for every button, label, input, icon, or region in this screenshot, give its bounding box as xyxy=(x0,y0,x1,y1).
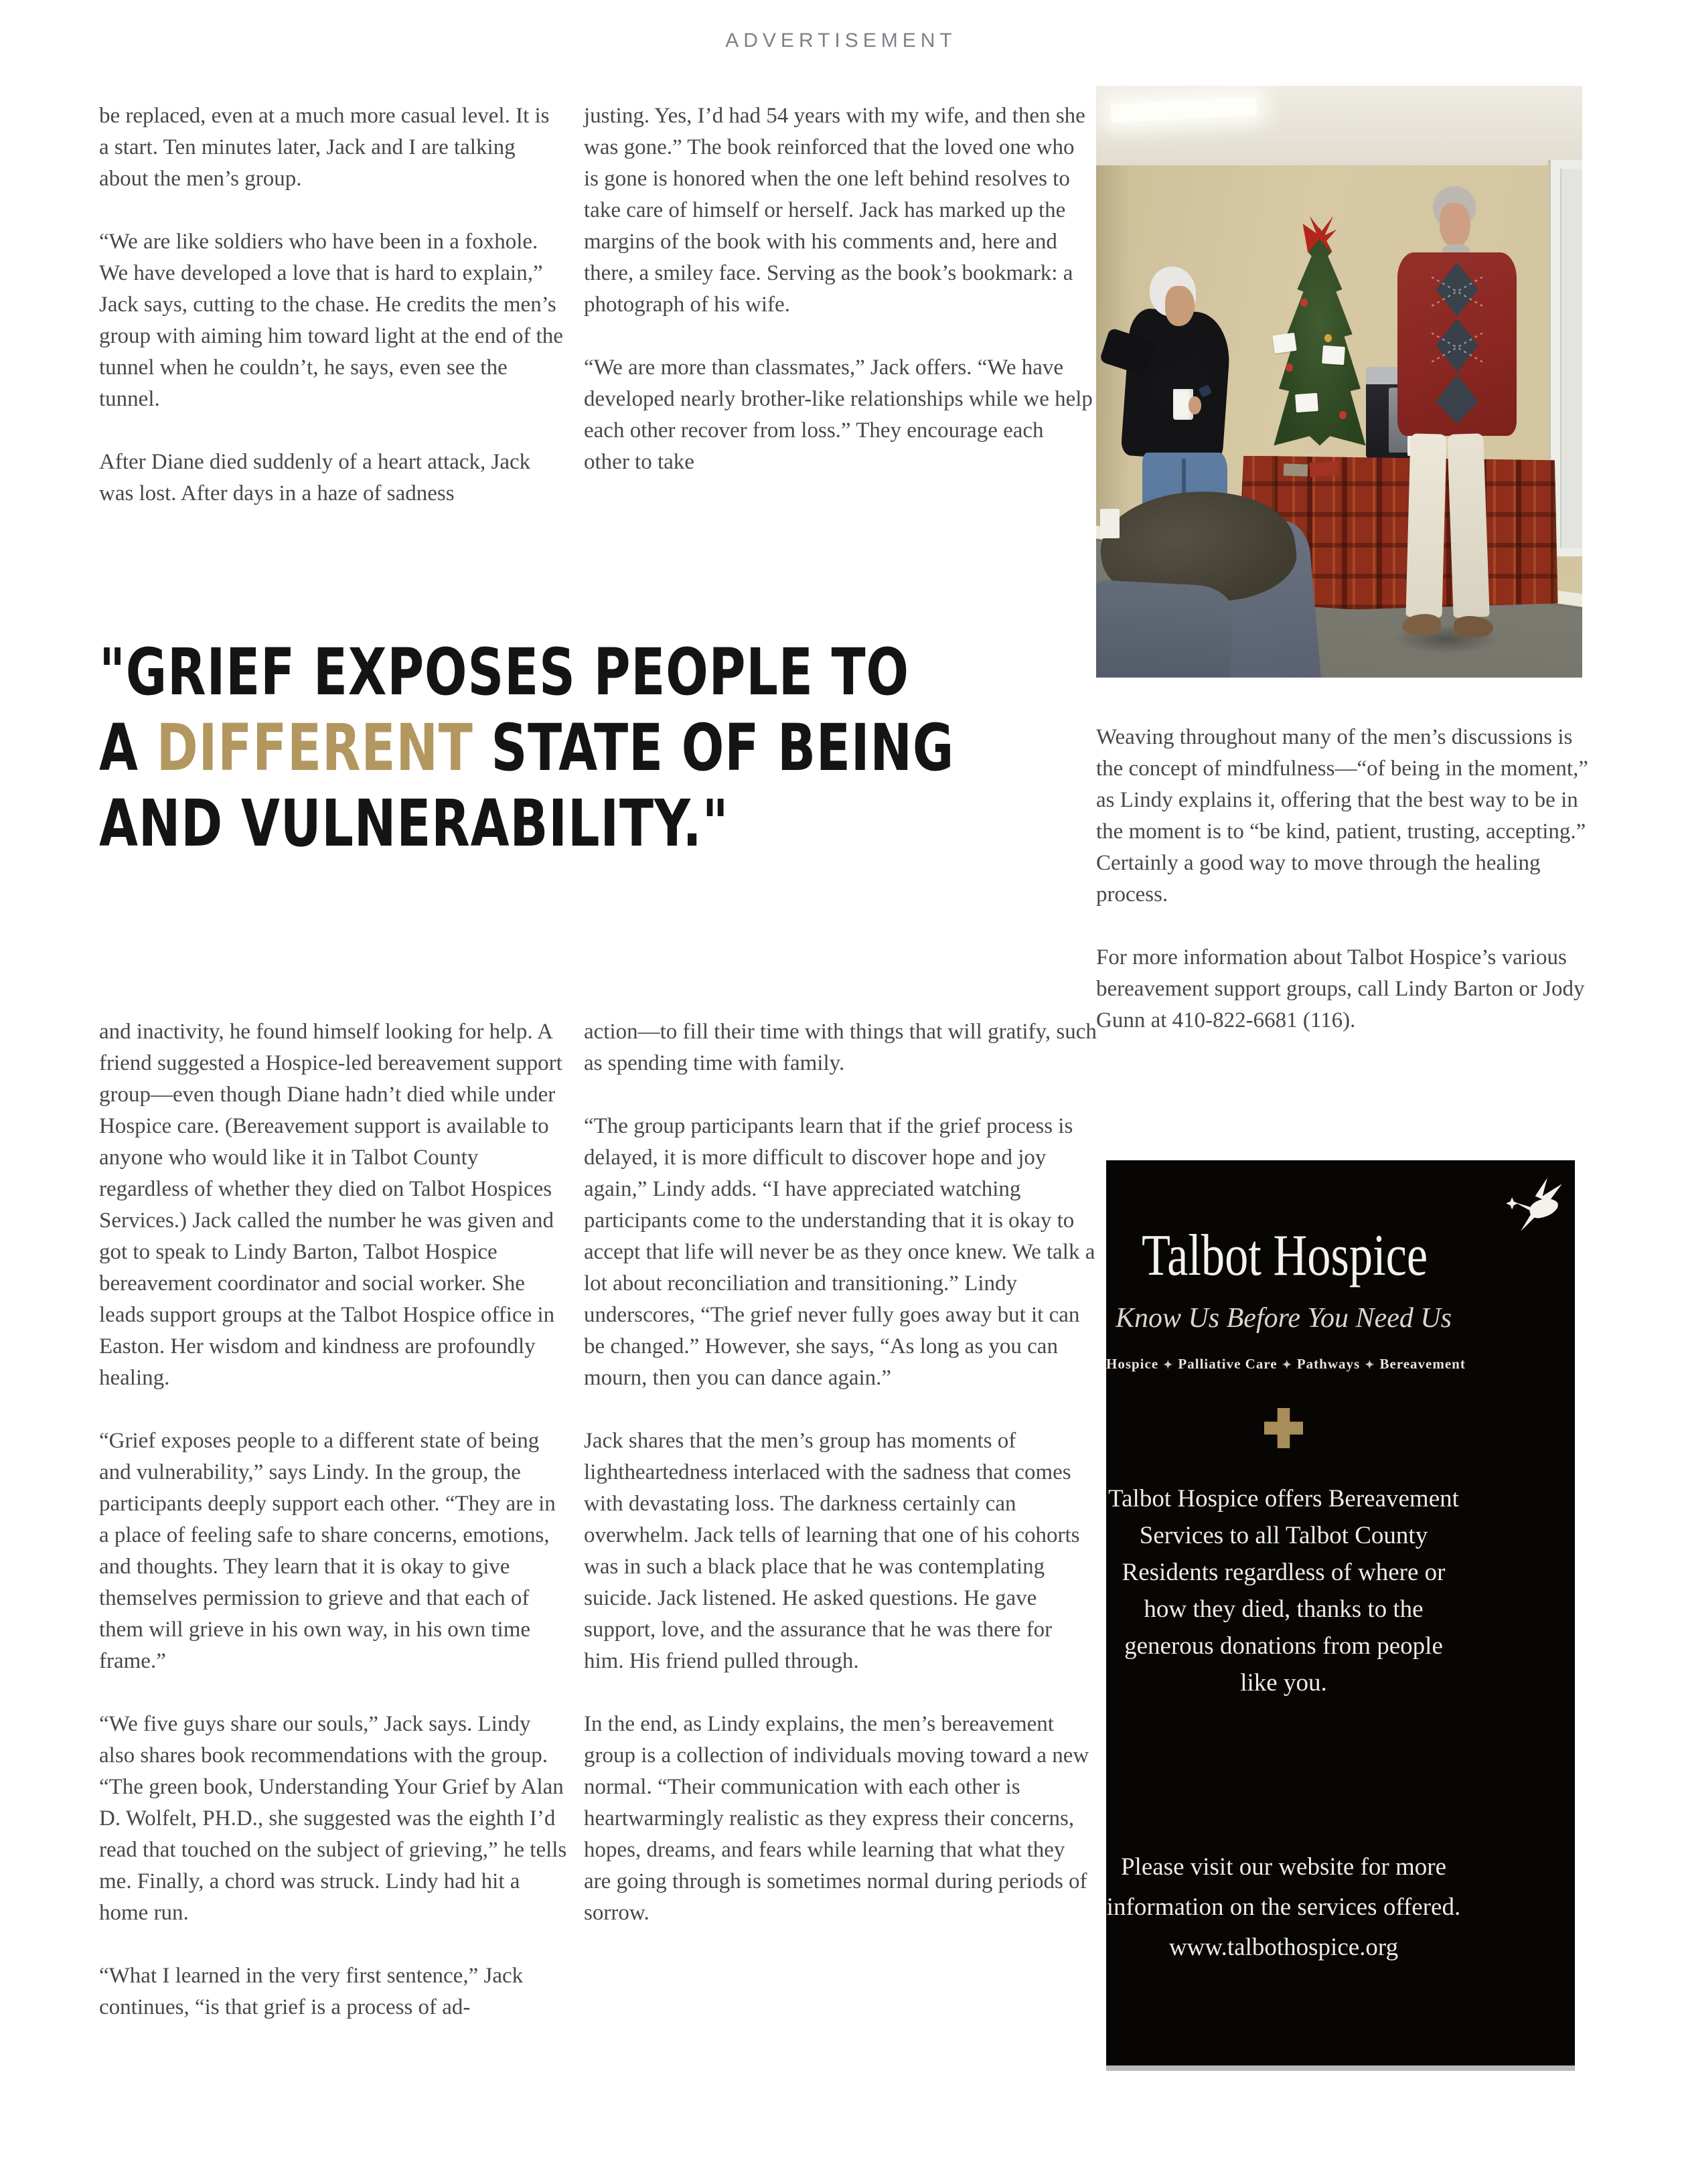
column-left-bottom xyxy=(99,1016,568,2055)
pull-quote-text: "GRIEF EXPOSES PEOPLE TO xyxy=(99,635,909,710)
table-item xyxy=(1283,463,1308,476)
support-group-photo xyxy=(1096,86,1582,678)
pull-quote-highlight: DIFFERENT xyxy=(156,710,473,785)
article-paragraph: justing. Yes, I’d had 54 years with my wife, and then she was gone.” The book reinforced that the loved one who is gone is honored when the one left behind resolves to take care of himself or herself. Jack has marked up the margins of the book with his comments and, here and there, a smiley face. Serving as the book’s bookmark: a photograph of his wife. xyxy=(584,104,1085,317)
ad-logo-text: Talbot Hospice xyxy=(1142,1223,1428,1288)
ad-website-url: www.talbothospice.org xyxy=(1168,1934,1399,1961)
ad-service: Hospice xyxy=(1106,1356,1159,1372)
tree-card xyxy=(1272,333,1297,354)
tree-ornament xyxy=(1286,364,1293,371)
man-left-hand xyxy=(1189,396,1201,414)
article-paragraph: “We five guys share our souls,” Jack says. Lindy also shares book recommendations with the group. “The green book, Understanding Your Grief by Alan D. Wolfelt, PH.D., she suggested was the eighth I’d read that touched on the subject of grieving,” he tells me. Finally, a chord was struck. Lindy had hit a home run. xyxy=(99,1712,567,1925)
tree-ornament xyxy=(1324,334,1332,341)
man-right-face xyxy=(1440,203,1470,248)
ad-service: Palliative Care xyxy=(1178,1356,1278,1372)
article-paragraph: “Grief exposes people to a different state of being and vulnerability,” says Lindy. In the group, the participants deeply support each other. “They are in a place of feeling safe to share concerns, emotions, and thoughts. They learn that it is okay to give themselves permission to grieve and that each of them will grieve in his own way, in his own time frame.” xyxy=(99,1429,556,1673)
tree-card xyxy=(1322,345,1345,366)
hummingbird-icon xyxy=(1500,1172,1567,1239)
door xyxy=(1560,169,1582,548)
man-left-face xyxy=(1165,286,1195,326)
pull-quote-text: AND VULNERABILITY." xyxy=(99,786,729,861)
column-middle-top xyxy=(584,100,1094,510)
ad-tagline: Know Us Before You Need Us xyxy=(1115,1303,1452,1334)
man-right-pants xyxy=(1406,433,1447,617)
ad-body-text: Talbot Hospice offers Bereavement Services to all Talbot County Residents regardless of where or how they died, thanks to the generous donations from people like you. xyxy=(1108,1485,1459,1697)
tree-ornament xyxy=(1300,299,1308,306)
ad-website-prompt: Please visit our website for more information on the services offered. xyxy=(1106,1853,1461,1921)
article-paragraph: Weaving throughout many of the men’s discussions is the concept of mindfulness—“of being in the moment,” as Lindy explains it, offering that the best way to be in the moment is to “be kind, patient, trusting, accepting.” Certainly a good way to move through the healing process. xyxy=(1096,725,1588,907)
man-right-pants xyxy=(1447,433,1489,618)
ad-service: Pathways xyxy=(1296,1356,1361,1372)
red-napkin xyxy=(1310,461,1340,477)
column-right xyxy=(1096,722,1602,1068)
star-separator-icon: ✦ xyxy=(1163,1358,1174,1371)
article-paragraph: For more information about Talbot Hospice’s various bereavement support groups, call Lindy Barton or Jody Gunn at 410-822-6681 (116). xyxy=(1096,945,1585,1032)
article-paragraph: action—to fill their time with things that will gratify, such as spending time with family. xyxy=(584,1020,1097,1075)
article-paragraph: “What I learned in the very first sentence,” Jack continues, “is that grief is a process of ad- xyxy=(99,1964,524,2019)
advertisement-label: ADVERTISEMENT xyxy=(725,29,957,52)
office-chair xyxy=(1096,579,1235,678)
cross-icon xyxy=(1264,1408,1303,1448)
tree-card xyxy=(1295,393,1318,413)
ceiling xyxy=(1096,86,1582,168)
tree-ornament xyxy=(1339,411,1347,418)
pull-quote-line xyxy=(99,786,862,862)
article-paragraph: and inactivity, he found himself looking for help. A friend suggested a Hospice-led bereavement support group—even though Diane hadn’t died while under Hospice care. (Bereavement support is available to anyone who would like it in Talbot County regardless of whether they died on Talbot Hospices Services.) Jack called the number he was given and got to speak to Lindy Barton, Talbot Hospice bereavement coordinator and social worker. She leads support groups at the Talbot Hospice office in Easton. Her wisdom and kindness are profoundly healing. xyxy=(99,1020,562,1390)
pull-quote-text: A xyxy=(99,710,157,785)
ad-service: Bereavement xyxy=(1379,1356,1466,1372)
article-paragraph: After Diane died suddenly of a heart attack, Jack was lost. After days in a haze of sadness xyxy=(99,450,531,505)
white-object xyxy=(1100,509,1120,538)
pull-quote-line xyxy=(99,710,955,786)
article-paragraph: Jack shares that the men’s group has moments of lightheartedness interlaced with the sadness that comes with devastating loss. The darkness certainly can overwhelm. Jack tells of learning that one of his cohorts was in such a black place that he was contemplating suicide. Jack listened. He asked questions. He gave support, love, and the assurance that he was there for him. His friend pulled through. xyxy=(584,1429,1080,1673)
column-left-top xyxy=(99,100,564,541)
pull-quote-line xyxy=(99,635,909,710)
pull-quote xyxy=(99,635,1077,862)
article-paragraph: “The group participants learn that if the grief process is delayed, it is more difficult to discover hope and joy again,” Lindy adds. “I have appreciated watching participants come to the understanding that it is okay to accept that life will never be as they once knew. We talk a lot about reconciliation and transitioning.” Lindy underscores, “The grief never fully goes away but it can be changed.” However, she says, “As long as you can mourn, then you can dance again.” xyxy=(584,1114,1095,1390)
talbot-hospice-ad xyxy=(1106,1160,1575,2065)
article-paragraph: “We are like soldiers who have been in a foxhole. We have developed a love that is hard to explain,” Jack says, cutting to the chase. He credits the men’s group with aiming him toward light at the end of the tunnel when he couldn’t, he says, even see the tunnel. xyxy=(99,230,563,411)
pull-quote-text: STATE OF BEING xyxy=(473,710,955,785)
article-paragraph: “We are more than classmates,” Jack offers. “We have developed nearly brother-like relationships while we help each other recover from loss.” They encourage each other to take xyxy=(584,356,1093,474)
column-middle-bottom xyxy=(584,1016,1097,1960)
ad-body-text-2 xyxy=(1106,1847,1461,1968)
argyle-pattern xyxy=(1432,260,1482,426)
article-paragraph: be replaced, even at a much more casual level. It is a start. Ten minutes later, Jack and I are talking about the men’s group. xyxy=(99,104,550,191)
ad-content xyxy=(1106,1160,1466,2065)
article-paragraph: In the end, as Lindy explains, the men’s bereavement group is a collection of individuals moving toward a new normal. “Their communication with each other is heartwarmingly realistic as they express their concerns, hopes, dreams, and fears while learning that what they are going through is sometimes normal during periods of sorrow. xyxy=(584,1712,1089,1925)
man-right-shoe xyxy=(1402,614,1441,635)
star-separator-icon: ✦ xyxy=(1365,1358,1375,1371)
star-separator-icon: ✦ xyxy=(1282,1358,1292,1371)
ad-services-line xyxy=(1106,1356,1466,1373)
